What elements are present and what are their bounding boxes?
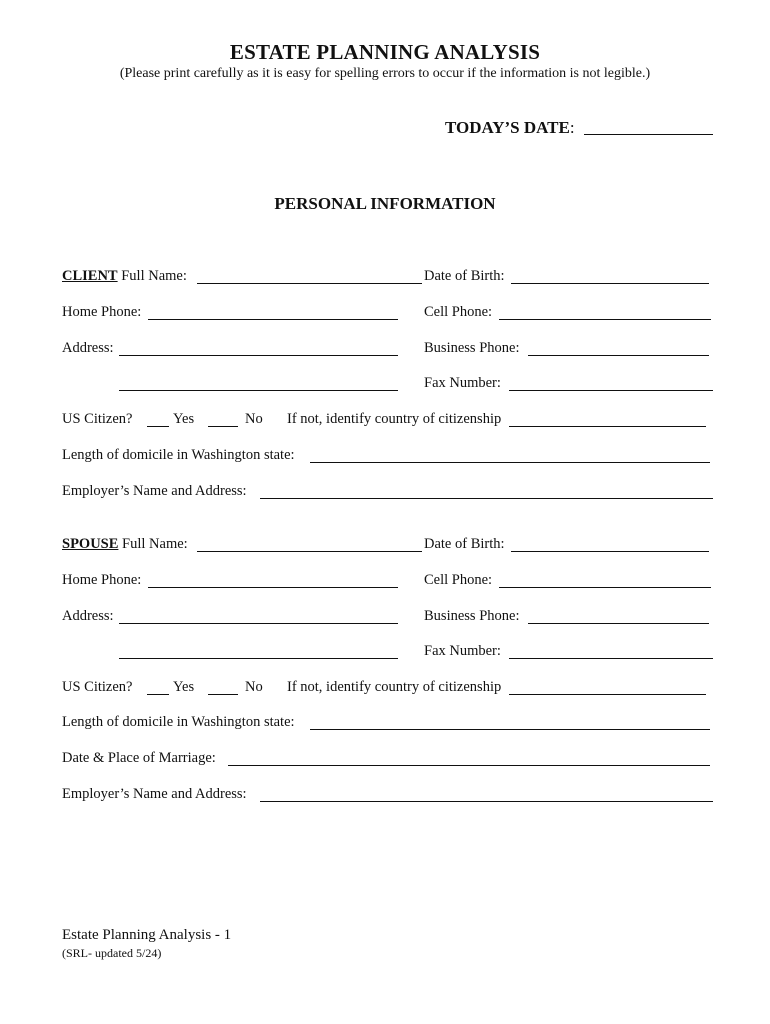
todays-date-colon: : xyxy=(569,118,575,137)
spouse-dob-field[interactable] xyxy=(511,551,709,552)
spouse-marriage-field[interactable] xyxy=(228,765,710,766)
client-citizen-yes-label: Yes xyxy=(173,411,195,427)
spouse-fax-label: Fax Number: xyxy=(424,643,501,659)
spouse-business-phone-label: Business Phone: xyxy=(424,608,520,624)
spouse-role-label: SPOUSE xyxy=(62,536,119,552)
client-address-label: Address: xyxy=(62,340,114,356)
spouse-employer-field[interactable] xyxy=(260,801,713,802)
section-title-personal-information: PERSONAL INFORMATION xyxy=(274,194,496,213)
client-address-line-2-field[interactable] xyxy=(119,390,398,391)
client-citizen-no-label: No xyxy=(245,411,263,427)
client-business-phone-field[interactable] xyxy=(528,355,709,356)
client-citizen-no-blank[interactable] xyxy=(208,426,238,427)
spouse-address-line-2-field[interactable] xyxy=(119,658,398,659)
spouse-citizen-yes-blank[interactable] xyxy=(147,694,169,695)
client-home-phone-field[interactable] xyxy=(148,319,398,320)
client-domicile-label: Length of domicile in Washington state: xyxy=(62,447,295,463)
spouse-full-name-label xyxy=(62,535,188,553)
client-role-label: CLIENT xyxy=(62,268,118,284)
spouse-marriage-label: Date & Place of Marriage: xyxy=(62,750,216,766)
spouse-citizen-yes-label: Yes xyxy=(173,679,195,695)
client-fax-label: Fax Number: xyxy=(424,375,501,391)
spouse-full-name-text: Full Name: xyxy=(122,536,188,552)
todays-date-label: TODAY’S DATE xyxy=(445,118,570,137)
client-cell-phone-field[interactable] xyxy=(499,319,711,320)
spouse-domicile-field[interactable] xyxy=(310,729,710,730)
client-citizen-label: US Citizen? xyxy=(62,411,133,427)
spouse-citizen-label: US Citizen? xyxy=(62,679,133,695)
spouse-full-name-field[interactable] xyxy=(197,551,422,552)
client-dob-label: Date of Birth: xyxy=(424,268,505,284)
client-address-field[interactable] xyxy=(119,355,398,356)
client-employer-label: Employer’s Name and Address: xyxy=(62,483,247,499)
client-full-name-field[interactable] xyxy=(197,283,422,284)
form-title: ESTATE PLANNING ANALYSIS xyxy=(229,40,541,64)
spouse-country-field[interactable] xyxy=(509,694,706,695)
client-country-label: If not, identify country of citizenship xyxy=(287,411,502,427)
footer-revision-label: (SRL- updated 5/24) xyxy=(62,946,162,960)
todays-date-row xyxy=(445,118,575,138)
form-instructions: (Please print carefully as it is easy for spelling errors to occur if the information is not legible.) xyxy=(119,66,651,81)
spouse-citizen-no-blank[interactable] xyxy=(208,694,238,695)
spouse-country-label: If not, identify country of citizenship xyxy=(287,679,502,695)
todays-date-field[interactable] xyxy=(584,134,713,135)
spouse-cell-phone-field[interactable] xyxy=(499,587,711,588)
spouse-address-label: Address: xyxy=(62,608,114,624)
client-business-phone-label: Business Phone: xyxy=(424,340,520,356)
client-country-field[interactable] xyxy=(509,426,706,427)
spouse-home-phone-label: Home Phone: xyxy=(62,572,142,588)
client-cell-phone-label: Cell Phone: xyxy=(424,304,493,320)
spouse-cell-phone-label: Cell Phone: xyxy=(424,572,493,588)
client-home-phone-label: Home Phone: xyxy=(62,304,142,320)
spouse-employer-label: Employer’s Name and Address: xyxy=(62,786,247,802)
client-citizen-yes-blank[interactable] xyxy=(147,426,169,427)
spouse-fax-field[interactable] xyxy=(509,658,713,659)
spouse-home-phone-field[interactable] xyxy=(148,587,398,588)
spouse-dob-label: Date of Birth: xyxy=(424,536,505,552)
client-domicile-field[interactable] xyxy=(310,462,710,463)
spouse-business-phone-field[interactable] xyxy=(528,623,709,624)
spouse-domicile-label: Length of domicile in Washington state: xyxy=(62,714,295,730)
client-dob-field[interactable] xyxy=(511,283,709,284)
spouse-citizen-no-label: No xyxy=(245,679,263,695)
client-fax-field[interactable] xyxy=(509,390,713,391)
client-full-name-label xyxy=(62,267,187,285)
spouse-address-field[interactable] xyxy=(119,623,398,624)
client-full-name-text: Full Name: xyxy=(121,268,187,284)
client-employer-field[interactable] xyxy=(260,498,713,499)
footer-page-label: Estate Planning Analysis - 1 xyxy=(62,927,232,943)
